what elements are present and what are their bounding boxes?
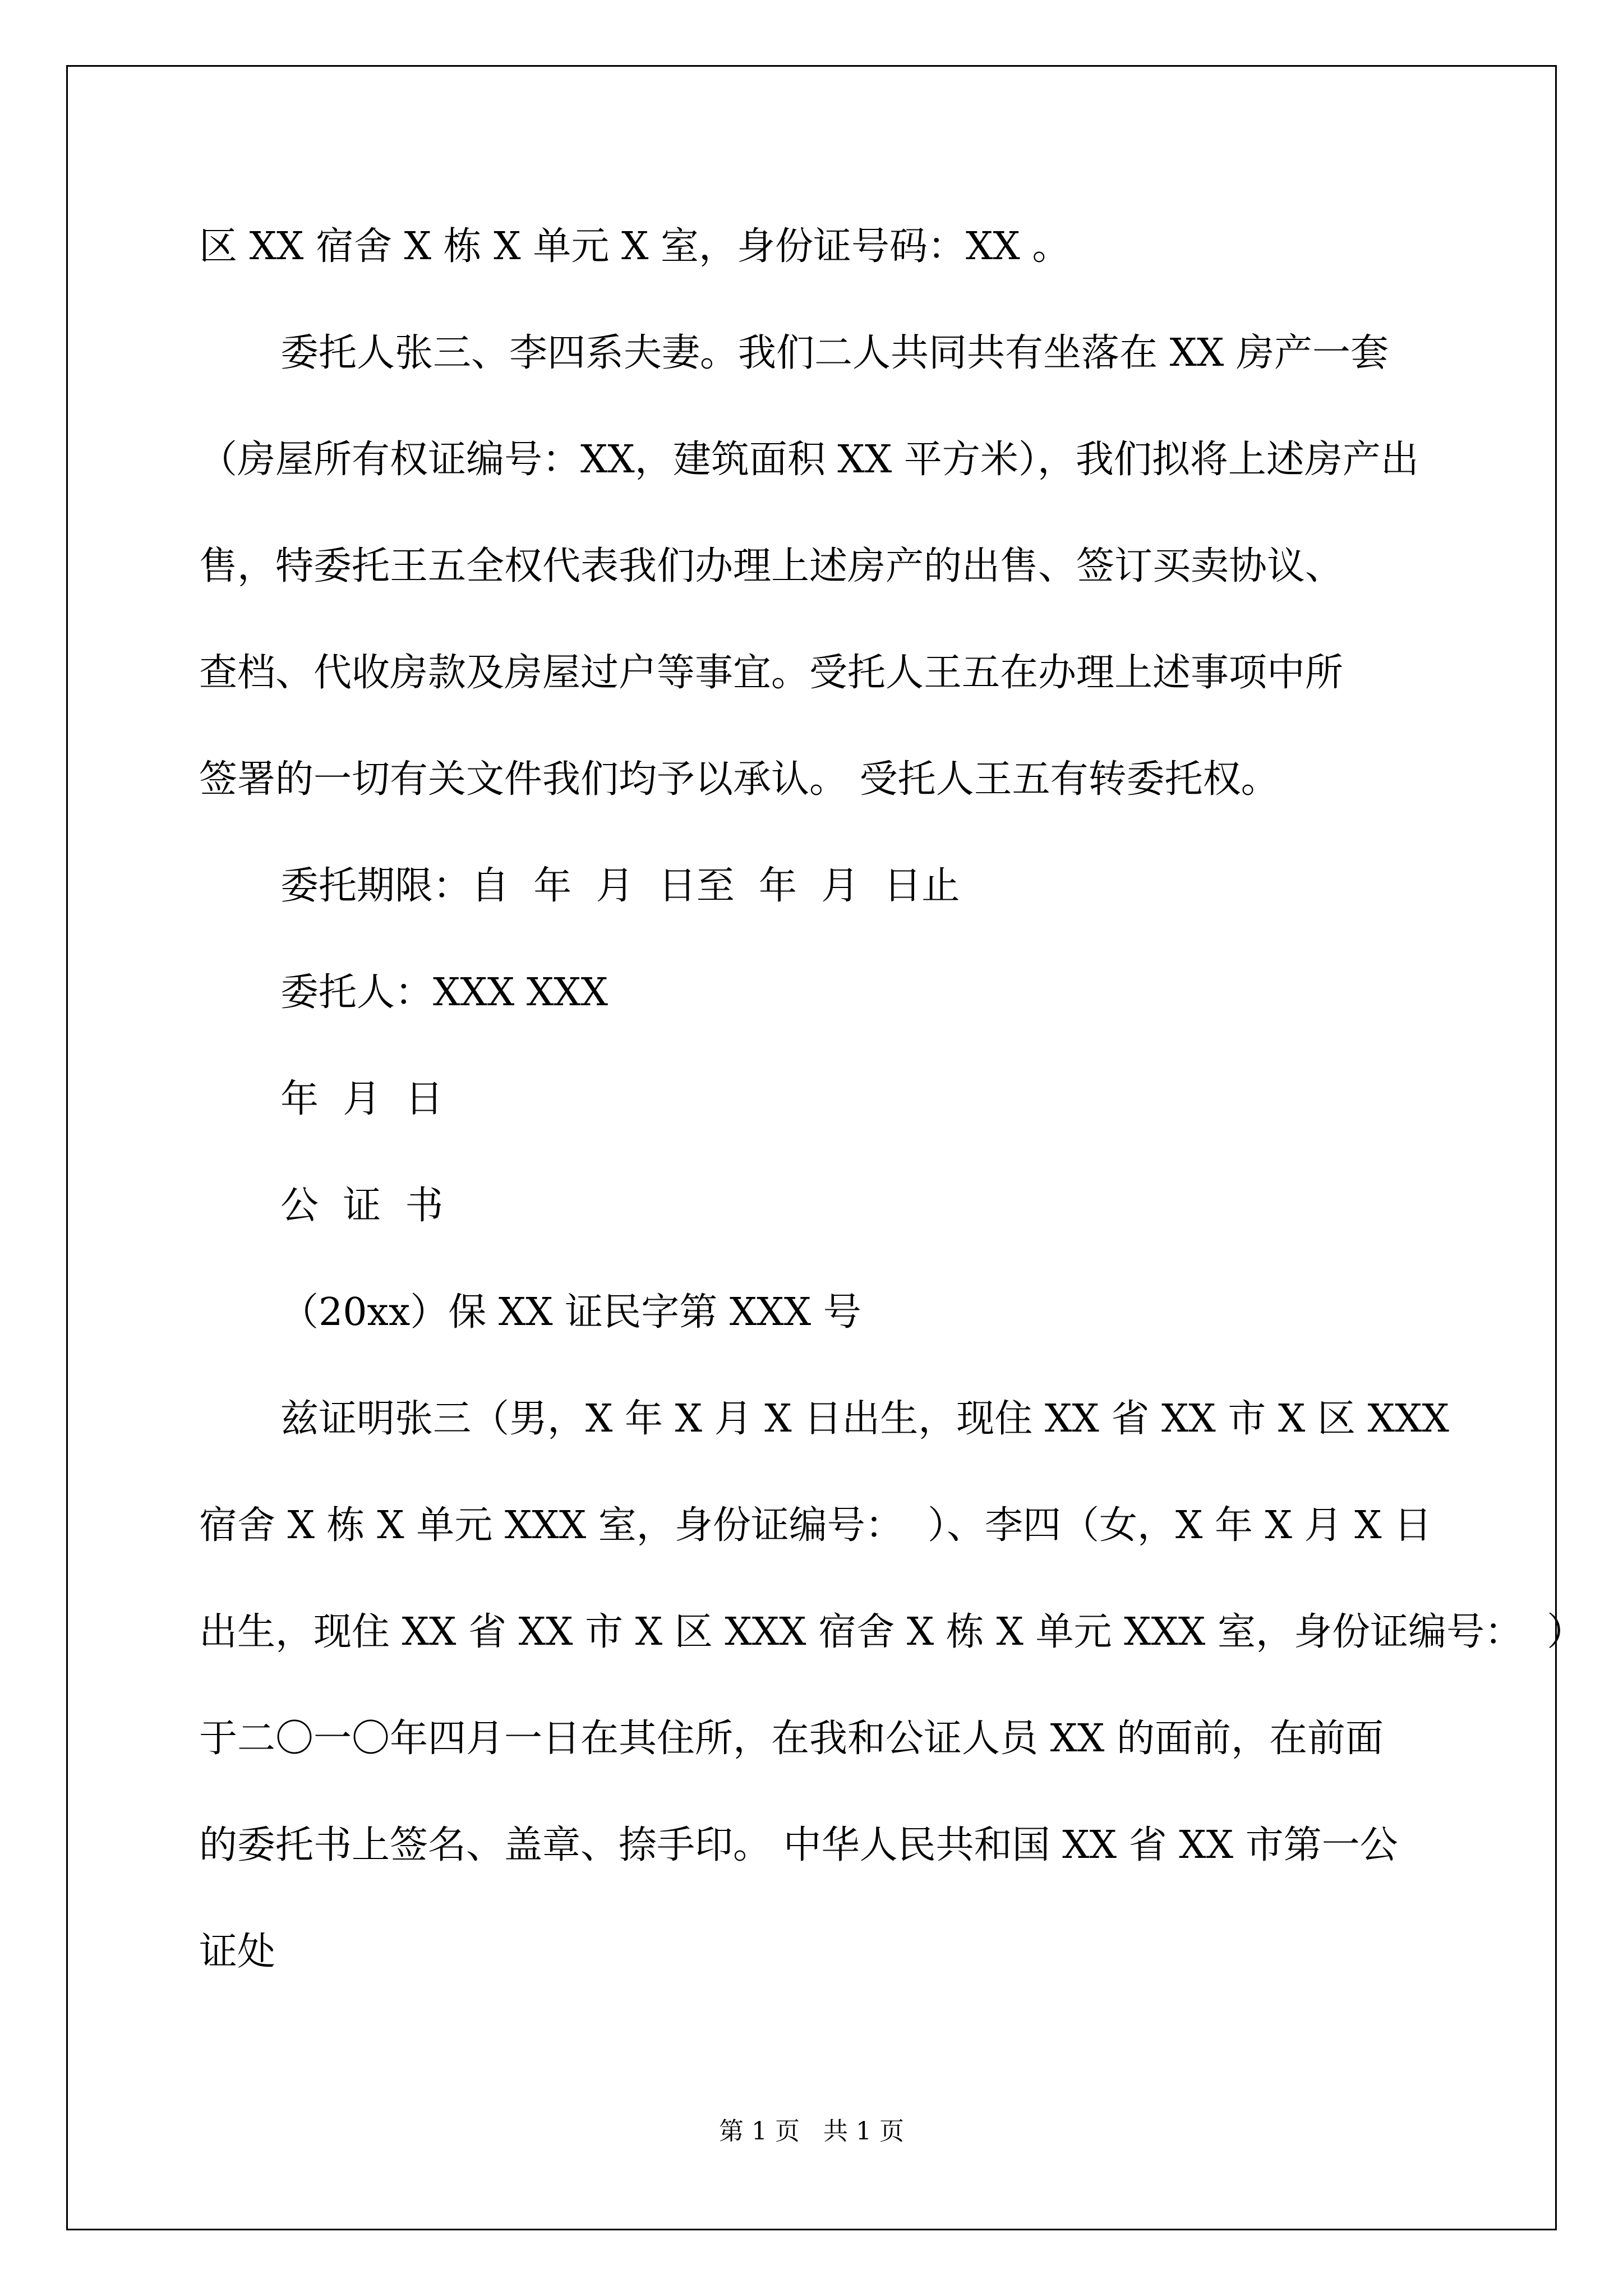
text-line: 售，特委托王五全权代表我们办理上述房产的出售、签订买卖协议、	[199, 544, 1344, 588]
text-line: 查档、代收房款及房屋过户等事宜。受托人王五在办理上述事项中所	[199, 651, 1344, 695]
page-border	[66, 65, 1557, 2230]
text-line: 委托人张三、李四系夫妻。我们二人共同共有坐落在 XX 房产一套	[280, 331, 1389, 375]
page-footer: 第 1 页 共 1 页	[719, 2117, 904, 2146]
text-line: 区 XX 宿舍 X 栋 X 单元 X 室，身份证号码：XX 。	[199, 224, 1071, 269]
text-line: 证处	[199, 1930, 276, 1974]
document-number: （20xx）保 XX 证民字第 XXX 号	[280, 1290, 861, 1335]
text-line: （房屋所有权证编号：XX，建筑面积 XX 平方米），我们拟将上述房产出	[199, 438, 1419, 482]
text-line: 兹证明张三（男，X 年 X 月 X 日出生，现住 XX 省 XX 市 X 区 XXX	[280, 1397, 1449, 1441]
text-line: 出生，现住 XX 省 XX 市 X 区 XXX 宿舍 X 栋 X 单元 XXX 室，身份证编号： ）	[199, 1610, 1585, 1654]
text-line: 委托期限：自 年 月 日至 年 月 日止	[280, 864, 960, 908]
text-line: 于二〇一〇年四月一日在其住所，在我和公证人员 XX 的面前，在前面	[199, 1717, 1384, 1761]
text-line: 签署的一切有关文件我们均予以承认。 受托人王五有转委托权。	[199, 757, 1279, 802]
text-line: 宿舍 X 栋 X 单元 XXX 室，身份证编号： ）、李四（女，X 年 X 月 X 日	[199, 1503, 1432, 1548]
section-title: 公 证 书	[280, 1184, 444, 1228]
text-line: 的委托书上签名、盖章、捺手印。 中华人民共和国 XX 省 XX 市第一公	[199, 1823, 1398, 1867]
text-line: 委托人：XXX XXX	[280, 970, 608, 1015]
text-line: 年 月 日	[280, 1077, 444, 1121]
